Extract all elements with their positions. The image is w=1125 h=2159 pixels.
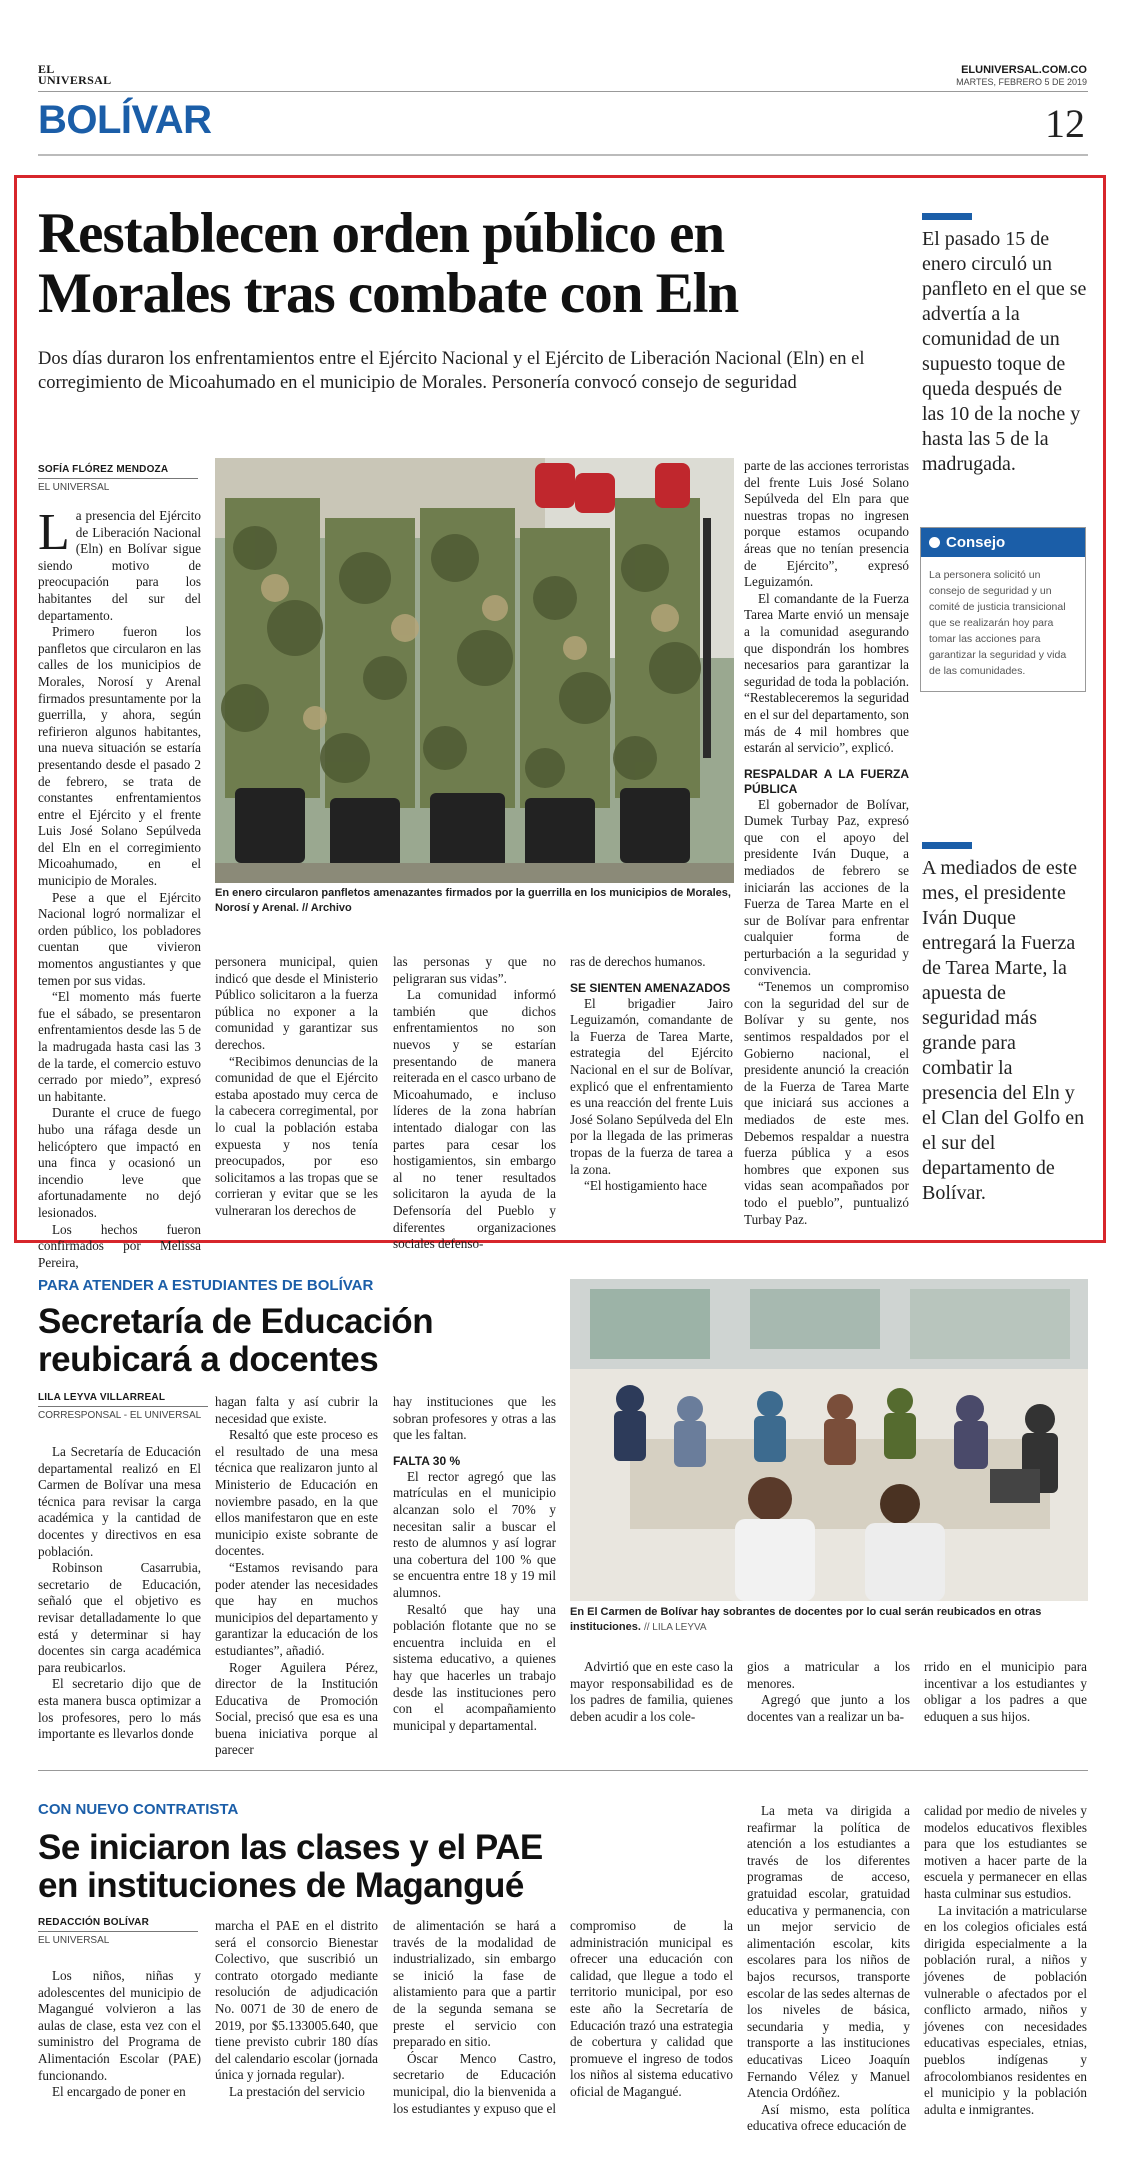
newspaper-logo: [38, 64, 111, 86]
lead-paragraph: “Recibimos denuncias de la comunidad de que el Ejército estaba apostado muy cerca de la cabecera corregimental, por lo cual la población estaba expuesta y nos tenía preocupados, por eso solicitamos a las tropas que se corrieran y evitar que se les vulneraran los derechos de: [215, 1053, 378, 1218]
story2-paragraph: La Secretaría de Educación departamental realizó en El Carmen de Bolívar una mesa técnica para revisar la carga académica y la cantidad de docentes y directivos en esa población.: [38, 1444, 201, 1559]
lead-column-2: [215, 954, 378, 1220]
story3-paragraph: Óscar Menco Castro, secretario de Educación municipal, dio la bienvenida a los estudiantes y expuso que el: [393, 2050, 556, 2116]
soldiers-illustration: [215, 458, 734, 883]
story2-photo-caption: [570, 1605, 1088, 1635]
lead-paragraph: [38, 504, 201, 624]
consejo-header: [921, 528, 1085, 557]
lead-paragraph: Los hechos fueron confirmados por Melissa Pereira,: [38, 1221, 201, 1270]
pull-quote-marker: [922, 842, 972, 849]
story3-column-5: [747, 1803, 910, 2135]
story3-paragraph: de alimentación se hará a través de la modalidad de industrializado, sin embargo se inició la fase de alistamiento para que a partir de la segunda semana se preste el servicio con preparado en sitio.: [393, 1918, 556, 2050]
story3-column-1: [38, 1968, 201, 2101]
story2-column-2: [215, 1394, 378, 1759]
bullet-icon: [929, 537, 940, 548]
lead-column-4: [570, 954, 733, 1195]
logo-line-2: UNIVERSAL: [38, 73, 112, 87]
section-title: BOLÍVAR: [38, 98, 212, 142]
story3-column-3: [393, 1918, 556, 2117]
lead-paragraph: “El hostigamiento hace: [584, 1178, 708, 1194]
lead-headline: Restablecen orden público en Morales tras combate con Eln: [38, 202, 739, 325]
lead-paragraph: “Tenemos un compromiso con la seguridad del sur de Bolívar y su gente, nos sentimos respaldados por el Gobierno nacional, el presidente anunció la creación de la Fuerza de Tarea Marte que iniciará sus acciones a mediados de este mes. Debemos respaldar a nuestra fuerza pública y a esos hombres que exponen sus vidas sean acompañados por todo el pueblo”, puntualizó Turbay Paz.: [744, 979, 909, 1227]
lead-paragraph: Durante el cruce de fuego hubo una ráfaga desde un helicóptero que impactó en una finca y ocasionó un incendio leve que afortunadamente no dejó lesionados.: [38, 1105, 201, 1220]
story2-kicker: PARA ATENDER A ESTUDIANTES DE BOLÍVAR: [38, 1277, 374, 1294]
story2-paragraph: Robinson Casarrubia, secretario de Educación, señaló que el objetivo es revisar detalladamente lo que está y determinar si hay docentes sin carga académica para reubicarlos.: [38, 1560, 201, 1675]
story3-kicker: CON NUEVO CONTRATISTA: [38, 1801, 239, 1818]
lead-paragraph: las personas y que no peligraran sus vidas”.: [393, 954, 556, 986]
author-role: EL UNIVERSAL: [38, 1935, 110, 1946]
story2-subhead: FALTA 30 %: [393, 1453, 461, 1468]
lead-paragraph: La comunidad informó también que dichos enfrentamientos no son nuevos y se estarían presentando de manera reiterada en el casco urbano de Micoahumado, e incluso líderes de la zona habrían intentado dialogar con las partes para cesar los hostigamientos, sin embargo al no tener resultados solicitaron la ayuda de la Defensoría del Pueblo y diferentes organizaciones sociales defenso-: [393, 987, 556, 1252]
lead-paragraph: El comandante de la Fuerza Tarea Marte envió un mensaje a la comunidad asegurando que dispondrán los hombres necesarios para garantizar la seguridad de toda la población. “Restableceremos la seguridad en el sur del departamento, son más de 4 mil hombres que estarán al servicio”, explicó.: [744, 590, 909, 756]
lead-byline: [38, 464, 198, 493]
lead-deck: Dos días duraron los enfrentamientos entre el Ejército Nacional y el Ejército de Liberación Nacional (Eln) en el corregimiento de Micoahumado en el municipio de Morales. Personería convocó consejo de seguridad: [38, 349, 865, 393]
story2-paragraph: El secretario dijo que de esta manera busca optimizar a los profesores, pero lo más importante es llevarlos donde: [38, 1676, 201, 1742]
story3-paragraph: marcha el PAE en el distrito será el consorcio Bienestar Colectivo, que suscribió un contrato otorgado mediante resolución de adjudicación No. 0071 de 30 de enero de 2019, por $5.133005.640, que tiene previsto cubrir 180 días del calendario escolar (jornada única y jornada regular).: [215, 1918, 378, 2083]
paragraph-text: a presencia del Ejército de Liberación Nacional (Eln) en Bolívar sigue siendo motivo de preocupación para los habitantes del sur del departamento.: [38, 508, 201, 623]
lead-column-5: [744, 458, 909, 1228]
story3-paragraph: calidad por medio de niveles y modelos educativos flexibles para que los estudiantes se motiven a hacer parte de la escuela y permanecer en ellas hasta culminar sus estudios.: [924, 1803, 1087, 1901]
story2-column-1: [38, 1444, 201, 1743]
story2-column-3: [393, 1394, 556, 1734]
story2-paragraph: Advirtió que en este caso la mayor responsabilidad es de los padres de familia, quienes deben acudir a los cole-: [570, 1659, 733, 1724]
page-number: 12: [1045, 101, 1085, 146]
lead-paragraph: parte de las acciones terroristas del frente Luis José Solano Sepúlveda del Eln para que nuestras tropas no ingresen porque estamos ocupando áreas que no tenían presencia de Ejército”, expresó Leguizamón.: [744, 458, 909, 590]
lead-subhead: SE SIENTEN AMENAZADOS: [570, 980, 731, 995]
drop-cap: L: [38, 504, 70, 561]
story3-column-4: [570, 1918, 733, 2101]
site-url[interactable]: ELUNIVERSAL.COM.CO: [961, 64, 1087, 76]
meeting-illustration: [570, 1279, 1088, 1601]
story3-column-2: [215, 1918, 378, 2101]
story2-column-5: [747, 1659, 910, 1725]
lead-paragraph: ras de derechos humanos.: [570, 954, 706, 969]
issue-date: MARTES, FEBRERO 5 DE 2019: [956, 77, 1087, 87]
lead-paragraph: Pese a que el Ejército Nacional logró normalizar el orden público, los pobladores cuentan que vivieron momentos angustiantes y que temen por sus vidas.: [38, 889, 201, 988]
author-name: REDACCIÓN BOLÍVAR: [38, 1917, 149, 1928]
lead-paragraph: Primero fueron los panfletos que circularon en las calles de los municipios de Morales, Norosí y Arenal firmados presuntamente por la guerrilla, y ahora, según refirieron algunos habitantes, una nueva situación se estaría presentando desde el pasado 2 de febrero, se trata de constantes enfrentamientos entre el Ejército y el frente Luis José Solano Sepúlveda del Eln en el corregimiento Micoahumado, en el municipio de Morales.: [38, 624, 201, 889]
lead-subhead: RESPALDAR A LA FUERZA PÚBLICA: [744, 766, 909, 796]
story2-paragraph: hay instituciones que les sobran profesores y otras a las que les faltan.: [393, 1394, 556, 1443]
headline-line: Se iniciaron las clases y el PAE: [38, 1828, 543, 1867]
headline-line: en instituciones de Magangué: [38, 1866, 524, 1905]
author-name: LILA LEYVA VILLARREAL: [38, 1392, 166, 1403]
story2-headline: [38, 1303, 558, 1379]
headline-line: Secretaría de Educación: [38, 1302, 434, 1341]
lead-column-3: [393, 954, 556, 1253]
story3-paragraph: La prestación del servicio: [229, 2083, 365, 2099]
story2-paragraph: El rector agregó que las matrículas en el municipio alcanzan solo el 70% y necesitan salir a buscar el resto de alumnos y así lograr una cobertura del 100 % que se encuentra entre 18 y 19 mil alumnos.: [393, 1468, 556, 1600]
masthead-divider: [38, 91, 1088, 92]
story3-paragraph: La invitación a matricularse en los colegios oficiales está dirigida especialmente a la población rural, a niños y jóvenes de población vulnerable o afectados por el conflicto armado, niños y jóvenes con necesidades educativas especiales, etnias, pueblos indígenas y afrocolombianos residentes en el municipio y la población adulta e inmigrantes.: [924, 1902, 1087, 2117]
author-role: EL UNIVERSAL: [38, 482, 110, 493]
lead-photo-caption: En enero circularon panfletos amenazantes firmados por la guerrilla en los municipios de Morales, Norosí y Arenal. // Archivo: [215, 887, 731, 914]
headline-line: reubicará a docentes: [38, 1340, 379, 1379]
story2-photo-meeting: [570, 1279, 1088, 1601]
consejo-title: Consejo: [946, 534, 1006, 551]
consejo-text: La personera solicitó un consejo de seguridad y un comité de justicia transicional que se realizarán hoy para tomar las acciones para garantizar la seguridad y vida de las comunidades.: [929, 569, 1067, 677]
story3-paragraph: El encargado de poner en: [52, 2084, 186, 2100]
story3-column-6: [924, 1803, 1087, 2118]
consejo-box: [920, 527, 1086, 692]
story2-paragraph: Resaltó que hay una población flotante que no se encuentra incluida en el sistema educativo, a quienes hay que hacerles un trabajo desde las instituciones pero con el acompañamiento municipal y departamental.: [393, 1601, 556, 1733]
story2-paragraph: Agregó que junto a los docentes van a realizar un ba-: [747, 1692, 910, 1724]
lead-paragraph: El brigadier Jairo Leguizamón, comandante de la Fuerza de Tarea Marte, estrategia del Ejército Nacional en el sur de Bolívar, explicó que el enfrentamiento es una reacción del frente Luis José Solano Sepúlveda del Eln por la llegada de las primeras tropas de la fuerza de tarea a la zona.: [570, 995, 733, 1177]
story2-paragraph: “Estamos revisando para poder atender las necesidades que hay en muchos municipios del departamento y garantizar la educación de los estudiantes”, añadió.: [215, 1559, 378, 1658]
story2-paragraph: Roger Aguilera Pérez, director de la Institución Educativa de Promoción Social, precisó que esa es una buena iniciativa porque al parecer: [215, 1659, 378, 1758]
story3-paragraph: Los niños, niñas y adolescentes del municipio de Magangué volvieron a las aulas de clase, esta vez con el suministro del Programa de Alimentación Escolar (PAE) funcionando.: [38, 1968, 201, 2083]
pull-quote-marker: [922, 213, 972, 220]
story2-paragraph: rrido en el municipio para incentivar a los estudiantes y obligar a los padres a que eduquen a sus hijos.: [924, 1659, 1087, 1724]
story2-paragraph: hagan falta y así cubrir la necesidad que existe.: [215, 1394, 378, 1426]
lead-paragraph: personera municipal, quien indicó que desde el Ministerio Público solicitaron a la fuerza pública no exponer a la comunidad y garantizar sus derechos.: [215, 954, 378, 1052]
caption-text: En El Carmen de Bolívar hay sobrantes de docentes por lo cual serán reubicados en otras instituciones.: [570, 1606, 1042, 1633]
story2-paragraph: Resaltó que este proceso es el resultado de una mesa técnica que realizaron junto al Ministerio de Educación en noviembre pasado, en la que ellos manifestaron que en este municipio existe sobrante de docentes.: [215, 1427, 378, 1559]
byline-rule: [38, 1406, 208, 1407]
story2-byline: [38, 1392, 208, 1421]
byline-rule: [38, 1931, 198, 1932]
byline-rule: [38, 478, 198, 479]
story-divider: [38, 1770, 1088, 1771]
story3-headline: [38, 1829, 578, 1905]
author-name: SOFÍA FLÓREZ MENDOZA: [38, 464, 169, 475]
story2-column-4: [570, 1659, 733, 1725]
lead-paragraph: “El momento más fuerte fue el sábado, se presentaron enfrentamientos desde las 5 de la madrugada hasta casi las 3 de la tarde, el comercio estuvo cerrado por miedo”, expresó un habitante.: [38, 989, 201, 1104]
lead-paragraph: El gobernador de Bolívar, Dumek Turbay Paz, expresó que con el apoyo del presidente Iván Duque, a mediados de febrero se iniciarán las acciones de la Fuerza de Tarea Marte en el sur de Bolívar para enfrentar cualquier forma de perturbación a la seguridad y convivencia.: [744, 796, 909, 978]
photo-credit: // LILA LEYVA: [643, 1622, 707, 1633]
pull-quote-1: El pasado 15 de enero circuló un panfleto en el que se advertía a la comunidad de un supuesto toque de queda después de las 10 de la noche y hasta las 5 de la madrugada.: [922, 228, 1087, 475]
lead-photo-soldiers: [215, 458, 734, 883]
lead-column-1: [38, 504, 201, 1271]
story2-column-6: [924, 1659, 1087, 1725]
story3-paragraph: Así mismo, esta política educativa ofrece educación de: [747, 2101, 910, 2134]
story3-byline: [38, 1917, 198, 1946]
story2-paragraph: gios a matricular a los menores.: [747, 1659, 910, 1691]
story3-paragraph: La meta va dirigida a reafirmar la política de atención a los estudiantes a través de los diferentes programas de acceso, gratuidad escolar, gratuidad educativa y permanencia, con un mejor servicio de alimentación escolar, kits escolares para los niños de bajos recursos, transporte escolar de las sedes alternas de los niveles de básica, secundaria y media, y transporte a las instituciones educativas Liceo Joaquín Fernando Vélez y Manuel Atencia Ordóñez.: [747, 1803, 910, 2101]
author-role: CORRESPONSAL - EL UNIVERSAL: [38, 1410, 202, 1421]
section-divider: [38, 154, 1088, 156]
logo-line-1: EL: [38, 62, 55, 76]
story3-paragraph: compromiso de la administración municipal es ofrecer una educación con calidad, que llegue a todo el territorio municipal, por eso este año la Secretaría de Educación trazó una estrategia de cobertura y calidad que promueve el ingreso de todos los niños al sistema educativo oficial de Magangué.: [570, 1918, 733, 2099]
pull-quote-2: A mediados de este mes, el presidente Iván Duque entregará la Fuerza de Tarea Marte, la apuesta de seguridad más grande para combatir la presencia del Eln y el Clan del Golfo en el sur del departamento de Bolívar.: [922, 857, 1085, 1204]
